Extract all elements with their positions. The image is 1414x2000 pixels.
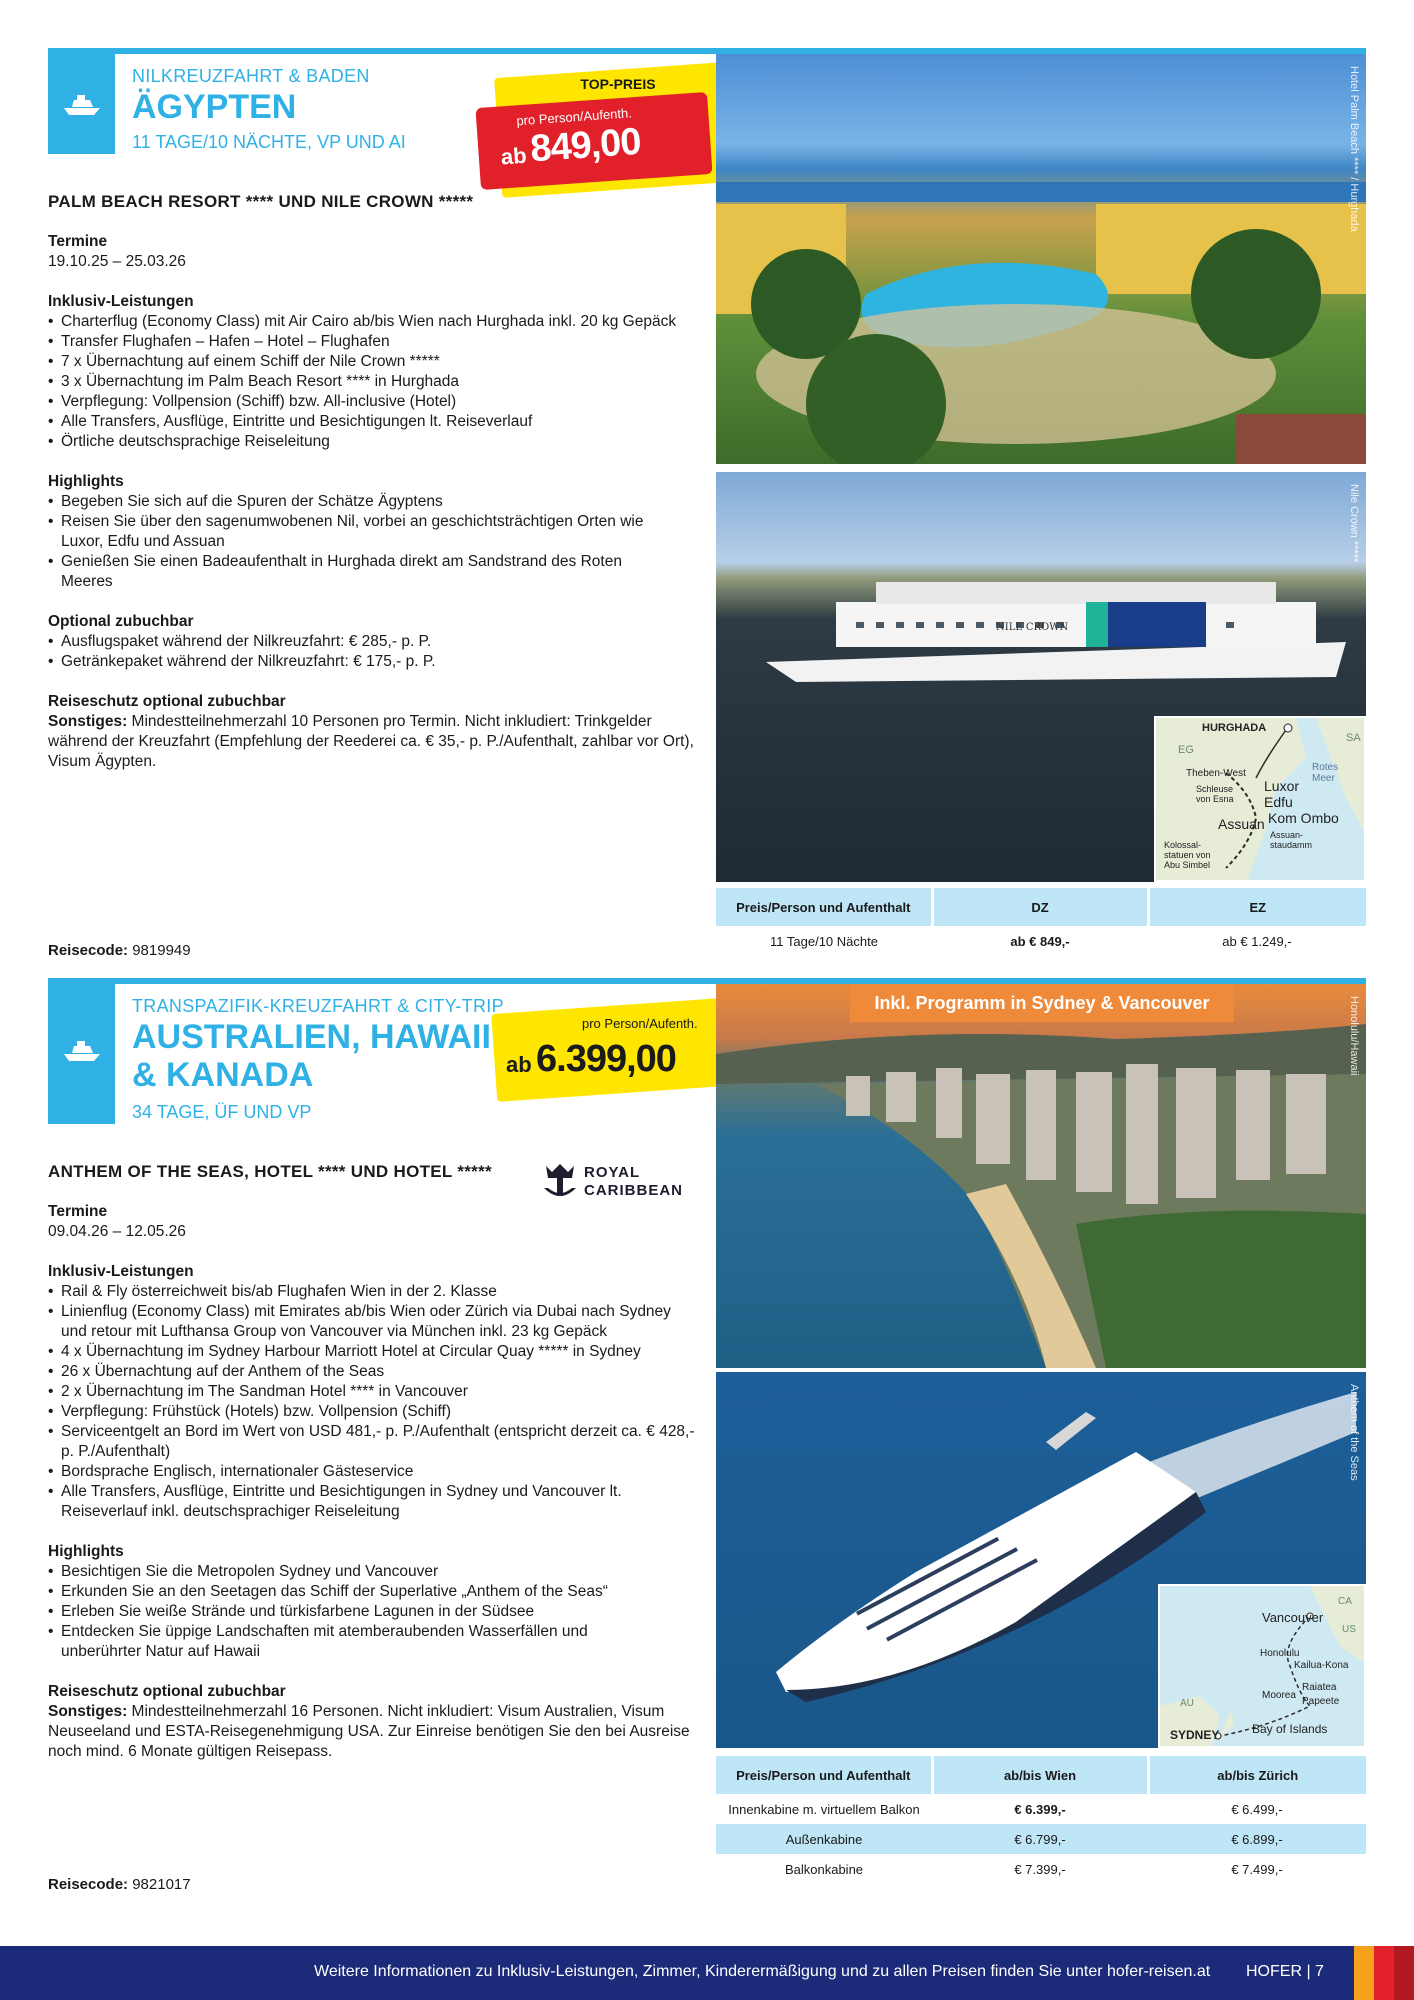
photo-caption: Anthem of the Seas [1348,1384,1360,1481]
inklusiv-list [48,312,708,452]
egypt-map [1154,716,1366,882]
badge-ab: ab [506,1052,532,1077]
offer-subtitle: TRANSPAZIFIK-KREUZFAHRT & CITY-TRIP [132,996,504,1016]
table-cell: € 7.399,- [1014,1861,1066,1877]
map-label: CA [1338,1596,1352,1607]
map-label: Papeete [1302,1696,1340,1707]
map-label: Honolulu [1260,1648,1300,1659]
map-label: Schleuse von Esna [1196,784,1234,804]
map-label: EG [1178,744,1194,756]
table-cell: € 6.399,- [1014,1801,1066,1817]
price-badge [494,1006,734,1102]
map-label: Kailua-Kona [1294,1660,1349,1671]
offer-egypt [48,48,1366,966]
list-item: • 4 x Übernachtung im Sydney Harbour Marriott Hotel at Circular Quay ***** in Sydney [48,1342,696,1362]
honolulu-photo [716,984,1366,1368]
reiseschutz-label: Reiseschutz optional zubuchbar [48,693,286,710]
list-item: • Rail & Fly österreichweit bis/ab Flughafen Wien in der 2. Klasse [48,1282,696,1302]
map-label: Edfu [1264,794,1293,810]
highlights-list [48,492,648,592]
photo-caption: Hotel Palm Beach **** / Hurghada [1348,66,1360,232]
map-label: Assuan-staudamm [1270,830,1313,850]
reisecode-value: 9819949 [132,942,191,959]
list-item: • Erkunden Sie an den Seetagen das Schiff der Superlative „Anthem of the Seas“ [48,1582,648,1602]
map-label: Raiatea [1302,1682,1337,1693]
list-item: • Charterflug (Economy Class) mit Air Cairo ab/bis Wien nach Hurghada inkl. 20 kg Gepäck [48,312,708,332]
table-header: Preis/Person und Aufenthalt [716,888,932,926]
anthem-photo [716,1372,1366,1748]
sonstiges [48,712,708,772]
list-item: • Alle Transfers, Ausflüge, Eintritte und Besichtigungen lt. Reiseverlauf [48,412,708,432]
list-item: • Linienflug (Economy Class) mit Emirates ab/bis Wien oder Zürich via Dubai nach Sydney und retour mit Lufthansa Group von Vancouver via München inkl. 23 kg Gepäck [48,1302,696,1342]
termine-label: Termine [48,233,108,250]
sonstiges [48,1702,708,1762]
stripe-orange [1354,1946,1374,2000]
badge-top-label: TOP-PREIS [580,76,656,92]
list-item: • 3 x Übernachtung im Palm Beach Resort **** in Hurghada [48,372,708,392]
stripe-red [1374,1946,1394,2000]
list-item: • Getränkepaket während der Nilkreuzfahrt: € 175,- p. P. [48,652,708,672]
list-item: • Verpflegung: Frühstück (Hotels) bzw. Vollpension (Schiff) [48,1402,696,1422]
map-label: Luxor [1264,778,1300,794]
honolulu-illustration [716,984,1366,1368]
map-label: Theben-West [1186,768,1246,779]
map-label: HURGHADA [1202,722,1267,734]
stripe-dark-red [1394,1946,1414,2000]
list-item: • 7 x Übernachtung auf einem Schiff der Nile Crown ***** [48,352,708,372]
resort-illustration [716,54,1366,464]
table-cell: 11 Tage/10 Nächte [770,933,878,949]
table-header: ab/bis Wien [932,1756,1148,1794]
highlights-label: Highlights [48,1543,124,1560]
table-cell: Außenkabine [716,1824,932,1854]
list-item: • Genießen Sie einen Badeaufenthalt in Hurghada direkt am Sandstrand des Roten Meeres [48,552,648,592]
footer [0,1946,1414,2000]
offer-title: ÄGYPTEN [132,88,297,126]
offer-duration: 11 TAGE/10 NÄCHTE, VP UND AI [132,132,406,152]
map-label: Bay of Islands [1252,1722,1328,1736]
sonstiges-label: Sonstiges: [48,713,128,730]
table-cell: Innenkabine m. virtuellem Balkon [728,1801,920,1817]
pacific-map [1158,1584,1366,1748]
reisecode-label: Reisecode: [48,1876,129,1893]
table-cell: Balkonkabine [784,1861,864,1877]
anchor-crown-icon [540,1160,580,1204]
list-item: • 26 x Übernachtung auf der Anthem of the Seas [48,1362,696,1382]
termine-value: 19.10.25 – 25.03.26 [48,253,186,270]
table-header: ab/bis Zürich [1148,1756,1366,1794]
ship-icon [60,88,104,118]
table-row [716,1794,1366,1824]
brand-line1: ROYAL [584,1164,641,1181]
table-row [716,1824,1366,1854]
nile-ship-photo [716,472,1366,882]
sonstiges-label: Sonstiges: [48,1703,128,1720]
reisecode [48,942,191,959]
list-item: • Erleben Sie weiße Strände und türkisfarbene Lagunen in der Südsee [48,1602,648,1622]
reisecode-label: Reisecode: [48,942,129,959]
offer-details [48,1162,708,1762]
termine-value: 09.04.26 – 12.05.26 [48,1223,186,1240]
price-table [716,888,1366,956]
table-row [716,926,1366,956]
list-item: • Besichtigen Sie die Metropolen Sydney und Vancouver [48,1562,648,1582]
badge-per-person: pro Person/Aufenth. [515,105,633,129]
table-header: DZ [932,888,1148,926]
list-item: • Entdecken Sie üppige Landschaften mit atemberaubenden Wasserfällen und unberührter Natur auf Hawaii [48,1622,648,1662]
inklusiv-list [48,1282,696,1522]
list-item: • Alle Transfers, Ausflüge, Eintritte und Besichtigungen in Sydney und Vancouver lt. Reiseverlauf inkl. deutschsprachiger Reiseleitung [48,1482,696,1522]
map-label: Rotes Meer [1312,762,1339,784]
map-label: Kolossal-statuen von Abu Simbel [1164,840,1211,870]
list-item: • 2 x Übernachtung im The Sandman Hotel **** in Vancouver [48,1382,696,1402]
table-header-row [716,888,1366,926]
list-item: • Reisen Sie über den sagenumwobenen Nil, vorbei an geschichtsträchtigen Orten wie Luxor, Edfu und Assuan [48,512,648,552]
photo-caption: Nile Crown ***** [1348,484,1360,563]
list-item: • Verpflegung: Vollpension (Schiff) bzw. All-inclusive (Hotel) [48,392,708,412]
optional-label: Optional zubuchbar [48,613,194,630]
resort-photo [716,54,1366,464]
table-cell: ab € 849,- [1010,933,1070,949]
ship-heading: ANTHEM OF THE SEAS, HOTEL **** UND HOTEL ***** [48,1162,492,1181]
offer-subtitle: NILKREUZFAHRT & BADEN [132,66,370,86]
map-label: Assuan [1218,816,1265,832]
table-cell: € 6.899,- [1148,1824,1366,1854]
sonstiges-text: Mindestteilnehmerzahl 10 Personen pro Termin. Nicht inkludiert: Trinkgelder während der Kreuzfahrt (Empfehlung der Reederei ca. € 35,- p. P./Aufenthalt, zahlbar vor Ort), Visum Ägypten. [48,713,694,770]
inklusiv-label: Inklusiv-Leistungen [48,293,194,310]
termine-label: Termine [48,1203,108,1220]
table-header-row [716,1756,1366,1794]
list-item: • Bordsprache Englisch, internationaler Gästeservice [48,1462,696,1482]
photo-banner: Inkl. Programm in Sydney & Vancouver [850,984,1234,1022]
ship-icon [60,1034,104,1064]
highlights-list [48,1562,648,1662]
price-table [716,1756,1366,1884]
badge-per-person: pro Person/Aufenth. [582,1016,698,1031]
reisecode [48,1876,191,1893]
badge-amount: 6.399,00 [536,1038,676,1080]
list-item: • Transfer Flughafen – Hafen – Hotel – Flughafen [48,332,708,352]
table-cell: € 6.499,- [1231,1801,1283,1817]
reisecode-value: 9821017 [132,1876,191,1893]
table-header: Preis/Person und Aufenthalt [716,1756,932,1794]
list-item: • Ausflugspaket während der Nilkreuzfahrt: € 285,- p. P. [48,632,708,652]
table-cell: € 7.499,- [1231,1861,1283,1877]
map-label: SA [1346,732,1361,744]
badge-amount: 849,00 [528,120,642,171]
table-row [716,1854,1366,1884]
map-label: Kom Ombo [1268,810,1339,826]
list-item: • Begeben Sie sich auf die Spuren der Schätze Ägyptens [48,492,648,512]
photo-caption: Honolulu/Hawaii [1348,996,1360,1076]
brand-line2: CARIBBEAN [584,1182,683,1199]
table-cell: ab € 1.249,- [1222,933,1292,949]
offer-title-line1: AUSTRALIEN, HAWAII [132,1018,491,1056]
ship-name-label: NILE CROWN [996,622,1069,633]
map-label: SYDNEY [1170,1728,1220,1742]
table-header: EZ [1148,888,1366,926]
ship-heading: PALM BEACH RESORT **** UND NILE CROWN ***** [48,192,474,211]
category-box [48,984,115,1124]
optional-list [48,632,708,672]
offer-australia [48,978,1366,1893]
list-item: • Örtliche deutschsprachige Reiseleitung [48,432,708,452]
reiseschutz-label: Reiseschutz optional zubuchbar [48,1683,286,1700]
highlights-label: Highlights [48,473,124,490]
royal-caribbean-logo [540,1160,700,1204]
offer-details [48,192,708,772]
badge-ab: ab [500,142,528,170]
footer-brand: HOFER | 7 [1246,1963,1324,1980]
footer-text: Weitere Informationen zu Inklusiv-Leistungen, Zimmer, Kinderermäßigung und zu allen Preisen finden Sie unter hofer-reisen.at [314,1963,1211,1980]
sonstiges-text: Mindestteilnehmerzahl 16 Personen. Nicht inkludiert: Visum Australien, Visum Neuseeland und ESTA-Reisegenehmigung USA. Zur Einreise benötigen Sie den bei Ausreise noch mind. 6 Monate gültigen Reisepass. [48,1703,690,1760]
map-label: AU [1180,1698,1194,1709]
offer-duration: 34 TAGE, ÜF UND VP [132,1102,312,1122]
list-item: • Serviceentgelt an Bord im Wert von USD 481,- p. P./Aufenthalt (entspricht derzeit ca. € 428,- p. P./Aufenthalt) [48,1422,696,1462]
map-label: US [1342,1624,1356,1635]
price-badge [478,70,743,200]
map-label: Moorea [1262,1690,1296,1701]
offer-title-line2: & KANADA [132,1056,314,1094]
inklusiv-label: Inklusiv-Leistungen [48,1263,194,1280]
category-box [48,54,115,154]
map-label: Vancouver [1262,1610,1324,1625]
table-cell: € 6.799,- [932,1824,1148,1854]
